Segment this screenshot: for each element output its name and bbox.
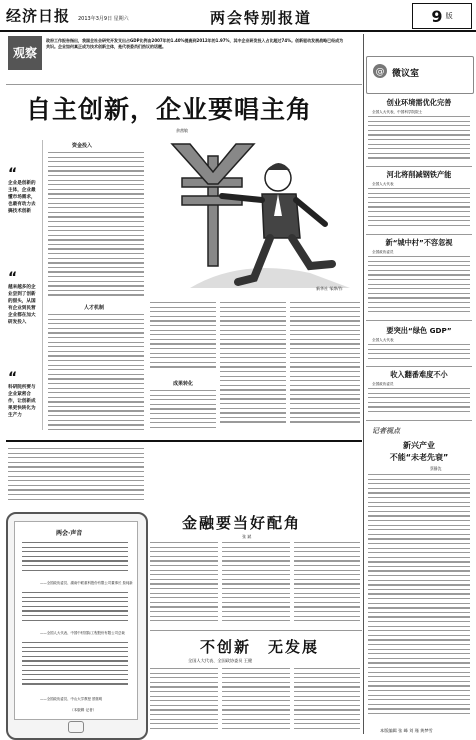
subhead: 人才机制 <box>83 305 104 311</box>
lead-headline: 自主创新，企业要唱主角 <box>26 95 313 124</box>
column-headline-2: 不能“未老先衰” <box>389 453 449 462</box>
subhead: 成果转化 <box>172 381 193 387</box>
divider <box>366 234 472 235</box>
sidebar-source: 全国人大代表 <box>372 182 394 186</box>
sidebar-source: 全国政协委员 <box>372 250 394 254</box>
sidebar-headline: 收入翻番难度不小 <box>390 370 448 379</box>
issue-date: 2013年3月9日 星期六 <box>78 16 129 22</box>
divider <box>366 320 472 321</box>
pullquote-text: 企业是创新的主体，企业最懂市场需求，也最有动力去搞技术创新 <box>8 181 36 214</box>
pullquote-text: 越来越多的企业尝到了创新的甜头，从国有企业到民营企业都在加大研发投入 <box>8 285 36 325</box>
weibo-icon <box>372 63 388 79</box>
ereader-attribution: ——全国政协委员、湖南中联重科股份有限公司董事长 詹纯新 <box>40 581 133 585</box>
column-headline: 新兴产业 <box>403 441 435 450</box>
sidebar-headline: 河北将削减钢铁产能 <box>386 170 452 179</box>
body-text <box>220 302 286 432</box>
column-label: 记者视点 <box>372 427 400 435</box>
illustration-businessman-yuan <box>150 138 360 298</box>
finance-byline: 张 斌 <box>242 534 252 539</box>
ereader-quote <box>22 542 128 578</box>
body-text <box>294 542 360 624</box>
quote-mark-icon: “ <box>8 370 18 386</box>
innovation-subhead: 全国人大代表、全国政协委员 王健 <box>188 658 253 663</box>
page-number-box <box>412 3 472 29</box>
ereader-quote <box>22 592 128 628</box>
quote-mark-icon: “ <box>8 166 18 182</box>
sidebar-text <box>368 474 470 722</box>
divider <box>6 84 362 85</box>
viewpoint-intro: 政府工作报告指出，我国全社会研究开发支出占GDP比例由2007年的1.40%提高到2012年的1.97%，其中企业研发投入占比超过74%。创新驱动发展战略已经成为共识。企业如何真正成为技术创新主体，是代表委员们热议的话题。 <box>46 38 344 49</box>
body-text <box>150 542 218 624</box>
page-suffix: 版 <box>445 12 453 20</box>
viewpoint-badge: 观察 <box>8 36 42 70</box>
sidebar-text <box>368 116 470 164</box>
body-text <box>150 390 216 432</box>
body-text <box>8 448 144 506</box>
divider <box>366 420 472 421</box>
ereader-home-button <box>68 721 84 733</box>
body-text <box>150 668 218 736</box>
pullquote-text: 科研院所要与企业紧密合作，让创新成果更快转化为生产力 <box>8 385 36 418</box>
body-text <box>222 668 290 736</box>
body-text <box>290 302 360 432</box>
sidebar-source: 全国人大代表 <box>372 338 394 342</box>
newspaper-logo: 经济日报 <box>6 7 71 25</box>
ereader-quote <box>22 642 128 694</box>
body-text <box>48 314 144 434</box>
ereader-title: 两会·声音 <box>56 530 83 537</box>
illustration-caption: 新华社 邹烨/作 <box>316 286 343 291</box>
ereader-attribution: ——全国政协委员、中山大学教授 蔡继明 <box>40 697 103 701</box>
sidebar-headline: 要突出“绿色 GDP” <box>386 326 452 335</box>
sidebar-headline: 创业环境需优化完善 <box>386 98 452 107</box>
body-text <box>222 542 290 624</box>
column-rule <box>42 140 43 430</box>
column-byline: 蔡静沈 <box>430 466 442 471</box>
finance-headline: 金融要当好配角 <box>182 514 302 532</box>
sidebar-rule <box>363 34 364 734</box>
pullquote <box>8 272 38 326</box>
sidebar-text <box>368 256 470 318</box>
sidebar-text <box>368 344 470 364</box>
pullquote <box>8 168 38 215</box>
page-editors: 本版编辑 张 峰 刘 瑾 黄梦雪 <box>380 728 433 733</box>
weibo-title: 微议室 <box>392 69 420 79</box>
divider <box>366 166 472 167</box>
quote-mark-icon: “ <box>8 270 18 286</box>
sidebar-headline: 新“城中村”不容忽视 <box>385 238 453 247</box>
divider <box>150 630 362 631</box>
ereader-attribution: ——全国人大代表、中国中材国际工程股份有限公司总裁 <box>40 631 125 635</box>
sidebar-text <box>368 388 470 418</box>
divider <box>6 440 362 442</box>
body-text <box>48 152 144 297</box>
body-text <box>150 302 216 374</box>
divider <box>366 366 472 367</box>
innovation-headline: 不创新 无发展 <box>200 638 320 656</box>
page-number: 9 <box>431 6 443 26</box>
sidebar-text <box>368 188 470 232</box>
sidebar-source: 全国政协委员 <box>372 382 394 386</box>
subhead: 资金投入 <box>71 143 92 149</box>
body-text <box>294 668 360 736</box>
section-title: 两会特别报道 <box>210 9 313 27</box>
sidebar-source: 全国人大代表、中国科学院院士 <box>372 110 423 114</box>
svg-text:@: @ <box>375 67 385 77</box>
ereader-footnote: （本版辑 记者） <box>70 708 97 712</box>
pullquote <box>8 372 38 419</box>
lead-byline: 余茜敏 <box>176 128 188 133</box>
